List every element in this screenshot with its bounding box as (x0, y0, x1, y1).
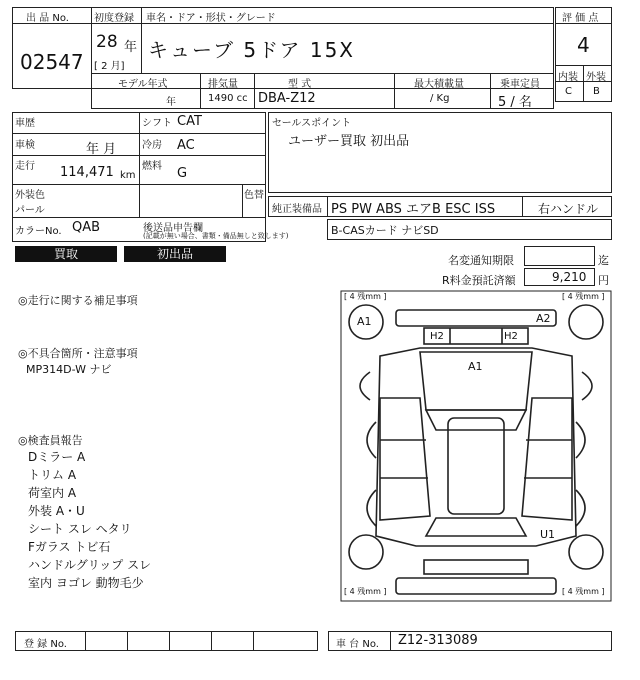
post-item-label: 後送品申告欄 (143, 223, 203, 234)
post-item-note: (記載が無い場合、書類・備品無しと致します) (143, 232, 289, 240)
tag-first-listing: 初出品 (124, 246, 226, 262)
chassis-label: 車 台 No. (336, 639, 379, 650)
capacity-label: 乗車定員 (500, 79, 540, 90)
color-change-label: 色替 (244, 190, 264, 201)
damage-mark-u1: U1 (540, 528, 556, 541)
sales-point-text: ユーザー買取 初出品 (288, 134, 410, 149)
report-line: ハンドルグリップ スレ (28, 558, 152, 572)
inspection-label: 車検 (15, 140, 35, 151)
report-line: シート スレ ヘタリ (28, 522, 132, 536)
car-name: キューブ 5ドア 15X (148, 38, 355, 62)
driving-notes-label: ◎走行に関する補足事項 (18, 294, 138, 307)
rating-value: 4 (577, 33, 590, 57)
exterior-label: 外装 (586, 72, 606, 83)
recycle-label: R料金預託済額 (442, 274, 516, 287)
first-reg-year-unit: 年 (124, 40, 138, 55)
car-diagram (340, 290, 612, 602)
mileage-label: 走行 (15, 161, 35, 172)
mileage-unit: km (120, 170, 136, 181)
rating-label: 評 価 点 (562, 13, 599, 24)
first-reg-label: 初度登録 (94, 13, 134, 24)
equipment-label: 純正装備品 (272, 204, 322, 215)
interior-grade: C (565, 86, 572, 97)
recycle-value: 9,210 (552, 270, 587, 284)
damage-mark-h2-left: H2 (430, 331, 444, 342)
ext-color-label: 外装色 (15, 190, 45, 201)
notice-label: 名変通知期限 (448, 254, 514, 267)
displacement-label: 排気量 (208, 79, 238, 90)
max-load-value: / Kg (430, 93, 450, 104)
ext-color-value: パール (15, 205, 45, 216)
report-line: Dミラー A (28, 450, 86, 464)
inspection-value: 年 月 (86, 142, 117, 157)
defect-line: MP314D-W ナビ (26, 363, 112, 376)
interior-label: 内装 (558, 72, 578, 83)
notice-value-box (524, 246, 595, 266)
defect-notes-label: ◎不具合箇所・注意事項 (18, 347, 138, 360)
steering-side: 右ハンドル (538, 202, 599, 216)
registration-label: 登 録 No. (24, 639, 67, 650)
report-line: 室内 ヨゴレ 動物毛少 (28, 576, 144, 590)
report-line: Fガラス トビ石 (28, 540, 111, 554)
first-reg-year: 28 (96, 32, 118, 52)
chassis-number: Z12-313089 (398, 633, 478, 648)
car-name-label: 車名・ドア・形状・グレード (146, 13, 276, 24)
color-no-label: カラーNo. (15, 226, 62, 237)
tire-rr-depth: [ 4 残mm ] (562, 587, 605, 596)
damage-mark-a2-bumper: A2 (536, 312, 551, 325)
model-label: 型 式 (288, 79, 312, 90)
tag-buy: 買取 (15, 246, 117, 262)
color-no-value: QAB (72, 220, 101, 235)
model-year-unit: 年 (166, 97, 176, 108)
report-line: 外装 A・U (28, 504, 85, 518)
header-values-row (91, 88, 554, 109)
max-load-label: 最大積載量 (414, 79, 464, 90)
model-value: DBA-Z12 (258, 91, 316, 106)
tire-rl-depth: [ 4 残mm ] (344, 587, 387, 596)
report-line: 荷室内 A (28, 486, 77, 500)
damage-mark-a1-hood: A1 (468, 360, 483, 373)
inspector-report-label: ◎検査員報告 (18, 434, 83, 447)
sales-point-label: セールスポイント (272, 118, 352, 129)
damage-mark-a1-wheel: A1 (357, 315, 372, 328)
report-line: トリム A (28, 468, 77, 482)
model-year-label: モデル年式 (118, 79, 168, 90)
equipment-items: PS PW ABS エアB ESC ISS (331, 202, 496, 217)
mileage-value: 114,471 (60, 165, 114, 180)
aircon-label: 冷房 (142, 140, 162, 151)
notice-unit: 迄 (598, 254, 609, 267)
equipment-extra: B-CASカード ナビSD (331, 224, 439, 237)
aircon-value: AC (177, 138, 195, 153)
lot-number: 02547 (20, 50, 84, 74)
displacement-value: 1490 cc (208, 93, 248, 104)
tire-fr-depth: [ 4 残mm ] (562, 292, 605, 301)
tire-fl-depth: [ 4 残mm ] (344, 292, 387, 301)
exterior-grade: B (593, 86, 600, 97)
first-reg-month: [ 2 月] (94, 61, 125, 72)
fuel-label: 燃料 (142, 161, 162, 172)
car-diagram-svg (340, 290, 612, 602)
history-label: 車歴 (15, 118, 35, 129)
fuel-value: G (177, 166, 188, 181)
shift-label: シフト (142, 118, 172, 129)
damage-mark-h2-right: H2 (504, 331, 518, 342)
shift-value: CAT (177, 114, 202, 129)
recycle-unit: 円 (598, 274, 609, 287)
capacity-value: 5 / 名 (498, 95, 532, 110)
lot-label: 出 品 No. (26, 13, 69, 24)
